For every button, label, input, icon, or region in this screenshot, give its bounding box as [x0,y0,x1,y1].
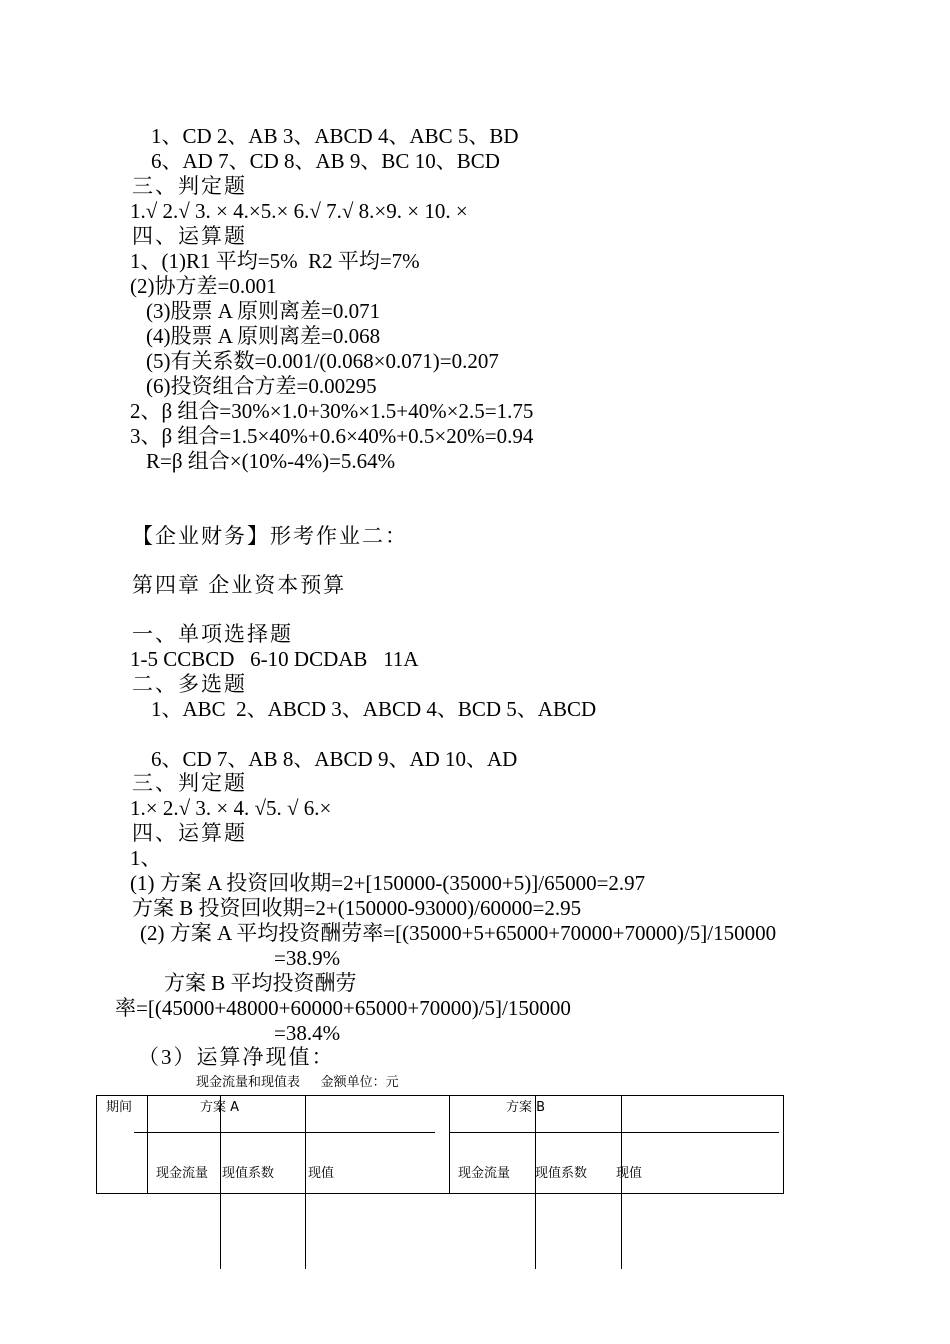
text-line-23: 1.× 2.√ 3. × 4. √5. √ 6.× [130,796,332,820]
table-row-divider [450,1132,779,1133]
table-border-bottom [96,1193,784,1194]
text-line-28: (2) 方案 A 平均投资酬劳率=[(35000+5+65000+70000+70000)/5]/150000 [140,921,777,945]
header-pv-factor-b: 现值系数 [535,1166,588,1181]
table-col-divider [535,1095,536,1269]
table-col-divider [305,1095,306,1269]
text-line-30: 方案 B 平均投资酬劳 [164,971,357,995]
header-present-value-b: 现值 [616,1166,643,1181]
text-line-33: （3）运算净现值： [138,1045,335,1069]
text-line-11: (6)投资组合方差=0.00295 [146,374,377,398]
text-line-14: R=β 组合×(10%-4%)=5.64% [146,449,396,473]
text-line-10: (5)有关系数=0.001/(0.068×0.071)=0.207 [146,349,499,373]
text-line-9: (4)股票 A 原则离差=0.068 [146,324,381,348]
header-pv-factor-a: 现值系数 [222,1166,275,1181]
section-heading: 四、运算题 [132,821,247,845]
text-line-1: 1、CD 2、AB 3、ABCD 4、ABC 5、BD [151,124,519,148]
section-heading: 二、多选题 [132,672,247,696]
section-heading: 四、运算题 [132,224,247,248]
table-border-right [783,1095,784,1194]
table-border-left [96,1095,97,1194]
text-line-6: 1、(1)R1 平均=5% R2 平均=7% [130,249,420,273]
text-line-7: (2)协方差=0.001 [130,274,277,298]
text-line-29: =38.9% [274,946,341,970]
table-border-top [96,1095,784,1096]
table-col-divider [147,1095,148,1194]
header-cash-flow-a: 现金流量 [156,1166,209,1181]
section-heading: 三、判定题 [132,174,247,198]
header-present-value-a: 现值 [308,1166,335,1181]
text-line-4: 1.√ 2.√ 3. × 4.×5.× 6.√ 7.√ 8.×9. × 10. × [130,199,468,223]
header-plan-a: 方案 A [200,1100,240,1115]
text-line-20: 1、ABC 2、ABCD 3、ABCD 4、BCD 5、ABCD [151,697,597,721]
text-line-18: 1-5 CCBCD 6-10 DCDAB 11A [130,647,419,671]
section-heading: 三、判定题 [132,771,247,795]
text-line-32: =38.4% [274,1021,341,1045]
text-line-13: 3、β 组合=1.5×40%+0.6×40%+0.5×20%=0.94 [130,424,534,448]
text-line-27: 方案 B 投资回收期=2+(150000-93000)/60000=2.95 [132,896,582,920]
header-cash-flow-b: 现金流量 [458,1166,511,1181]
text-line-26: (1) 方案 A 投资回收期=2+[150000-(35000+5)]/65000=2.97 [130,871,646,895]
text-line-12: 2、β 组合=30%×1.0+30%×1.5+40%×2.5=1.75 [130,399,534,423]
table-caption: 现金流量和现值表 金额单位：元 [196,1075,399,1090]
text-line-21: 6、CD 7、AB 8、ABCD 9、AD 10、AD [151,747,518,771]
table-col-divider [621,1095,622,1269]
text-line-2: 6、AD 7、CD 8、AB 9、BC 10、BCD [151,149,500,173]
chapter-title: 第四章 企业资本预算 [132,573,347,597]
header-period: 期间 [106,1100,133,1115]
table-col-divider [220,1095,221,1269]
table-col-divider [449,1095,450,1194]
text-line-8: (3)股票 A 原则离差=0.071 [146,299,381,323]
assignment-title: 【企业财务】形考作业二： [132,524,408,548]
text-line-25: 1、 [130,846,162,870]
section-heading: 一、单项选择题 [132,622,293,646]
table-row-divider [134,1132,435,1133]
text-line-31: 率=[(45000+48000+60000+65000+70000)/5]/150000 [115,996,571,1020]
header-plan-b: 方案 B [506,1100,546,1115]
